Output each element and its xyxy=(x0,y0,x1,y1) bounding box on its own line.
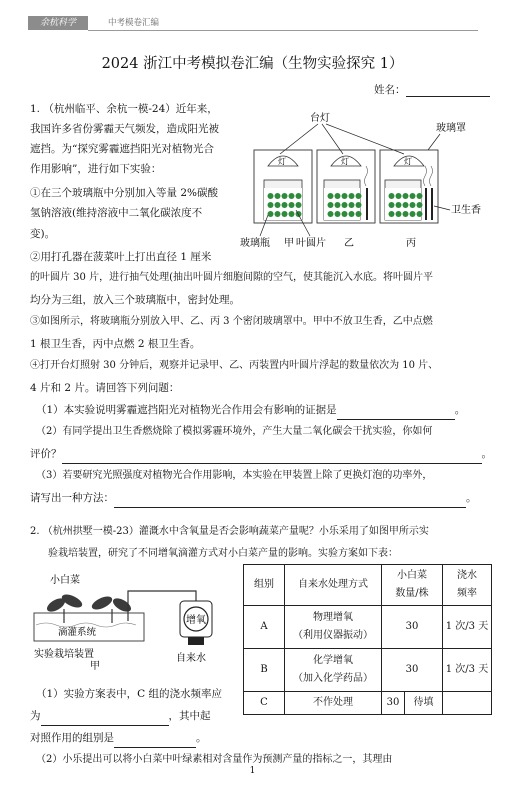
leaf-disc xyxy=(410,202,416,208)
q1-line-12: 1 根卫生香，丙中点燃 2 根卫生香。 xyxy=(30,338,201,350)
q1-sub3a: （3）若要研究光照强度对植物光合作用影响，本实验在甲装置上除了更换灯泡的功率外， xyxy=(36,470,433,481)
q2-plan-table xyxy=(243,564,492,715)
q1-line-4: 作用影响”，进行如下实验： xyxy=(30,163,162,175)
jar-label-bing: 丙 xyxy=(406,238,416,249)
q1-sub1 xyxy=(36,400,465,420)
bottle-label: 玻璃瓶 xyxy=(240,238,270,249)
leaf-disc xyxy=(275,211,281,217)
q1-experiment-diagram xyxy=(240,110,495,250)
leaf-disc xyxy=(275,193,281,199)
plant-label: 小白菜 xyxy=(50,575,80,586)
page-title: 2024 浙江中考模拟卷汇编（生物实验探究 1） xyxy=(101,56,404,72)
table-cell-count: 30 xyxy=(382,692,405,714)
leaf-disc xyxy=(389,211,395,217)
lamp-text-yi: 灯 xyxy=(341,157,349,166)
q2-line-1: 2. （杭州拱墅一模-23）灌溉水中含氧量是否会影响蔬菜产量呢？小乐采用了如图甲所示实 xyxy=(30,526,429,537)
table-header: 组别 xyxy=(244,565,285,606)
table-cell-group: B xyxy=(244,649,285,692)
leaf-disc xyxy=(335,202,341,208)
q1-sub2b xyxy=(30,444,492,464)
leaf-disc xyxy=(356,211,362,217)
leaf-disc xyxy=(328,193,334,199)
leaf-disc xyxy=(289,211,295,217)
q1-line-2: 我国许多省份雾霾天气频发，造成阳光被 xyxy=(30,123,219,135)
leaf-disc xyxy=(282,211,288,217)
page-header xyxy=(28,16,478,32)
jar-label-jia: 甲 xyxy=(284,238,294,249)
table-row xyxy=(244,692,492,715)
table-cell-count: 30 xyxy=(382,606,443,649)
table-cell-freq: 1 次/3 天 xyxy=(443,606,492,649)
q2-sub1c-text: 对照作用的组别是 xyxy=(30,732,114,744)
leaf-disc xyxy=(349,211,355,217)
leaf-disc xyxy=(349,202,355,208)
leaf-disc xyxy=(342,202,348,208)
page-number: 1 xyxy=(249,766,256,776)
q1-line-6: 氢钠溶液(维持溶液中二氧化碳浓度不 xyxy=(30,207,203,219)
q1-sub3b-text: 请写出一种方法： xyxy=(30,492,114,504)
lamp-text-bing: 灯 xyxy=(404,157,412,166)
q1-line-11: ③如图所示，将玻璃瓶分别放入甲、乙、丙 3 个密闭玻璃罩中。甲中不放卫生香，乙中点燃 xyxy=(30,316,433,327)
header-divider xyxy=(88,30,478,31)
leaf-label: 叶圆片 xyxy=(296,238,326,249)
leaf-disc xyxy=(335,193,341,199)
q1-sub2-blank[interactable] xyxy=(62,451,482,464)
q1-sub3-blank[interactable] xyxy=(114,495,466,508)
leaf-disc xyxy=(389,193,395,199)
jia-label: 甲 xyxy=(90,661,100,670)
leaf-disc xyxy=(275,202,281,208)
leaf-disc xyxy=(335,211,341,217)
leaf-disc xyxy=(356,202,362,208)
jar-bing xyxy=(380,150,438,223)
q2-cultivation-diagram xyxy=(28,565,238,670)
q1-sub3b xyxy=(30,488,477,508)
name-blank[interactable] xyxy=(406,86,490,97)
q1-line-3: 遮挡。为“探究雾霾遮挡阳光对植物光合 xyxy=(30,143,214,155)
cover-label: 玻璃罩 xyxy=(436,123,466,134)
table-cell-group: C xyxy=(244,692,285,715)
leaf-disc xyxy=(268,193,274,199)
leaf-disc xyxy=(296,202,302,208)
leaf-disc xyxy=(410,211,416,217)
drip-label: 滴灌系统 xyxy=(58,627,97,638)
q1-line-10: 均分为三组，放入三个玻璃瓶中，密封处理。 xyxy=(30,294,240,306)
leaf-disc xyxy=(417,211,423,217)
leaf-disc xyxy=(289,202,295,208)
leaf-discs xyxy=(268,193,423,217)
table-header: 自来水处理方式 xyxy=(285,565,382,606)
q1-line-14: 4 片和 2 片。请回答下列问题： xyxy=(30,382,180,394)
jar-label-yi: 乙 xyxy=(344,238,354,249)
table-cell-method: 不作处理 xyxy=(285,692,382,715)
leaf-disc xyxy=(403,202,409,208)
table-cell-freq: 1 次/3 天 xyxy=(443,649,492,692)
q2-sub1c xyxy=(30,728,207,748)
q2-sub1c-period: 。 xyxy=(196,732,207,744)
logo: 余杭科学 xyxy=(28,16,88,30)
q1-sub2a: （2）有同学提出卫生香燃烧除了模拟雾霾环境外，产生大量二氧化碳会干扰实验，你如何 xyxy=(36,426,433,437)
q2-sub1-control-blank[interactable] xyxy=(114,735,196,748)
q1-sub1-period: 。 xyxy=(454,404,466,416)
table-cell-method: 物理增氧 （利用仪器振动） xyxy=(285,606,382,649)
leaf-disc xyxy=(389,202,395,208)
table-header-row xyxy=(244,565,492,606)
q1-line-5: ①在三个玻璃瓶中分别加入等量 2%碳酸 xyxy=(30,187,218,199)
q2-sub1-freq-blank[interactable] xyxy=(41,713,169,726)
leaf-disc xyxy=(296,193,302,199)
leaf-disc xyxy=(268,211,274,217)
q1-sub2b-text: 评价？ xyxy=(30,448,62,460)
leaf-disc xyxy=(417,202,423,208)
lamp-text-jia: 灯 xyxy=(278,157,286,166)
leaf-disc xyxy=(328,211,334,217)
name-field xyxy=(374,82,490,97)
q1-sub1-text: （1）本实验说明雾霾遮挡阳光对植物光合作用会有影响的证据是 xyxy=(36,404,337,416)
leaf-disc xyxy=(356,193,362,199)
table-cell-empty xyxy=(443,692,492,715)
table-row xyxy=(244,606,492,649)
leaf-disc xyxy=(417,193,423,199)
q2-sub1b-post: ，其中起 xyxy=(168,710,211,722)
q1-line-9: 的叶圆片 30 片，进行抽气处理(抽出叶圆片细胞间隙的空气，使其能沉入水底。将叶圆片平 xyxy=(30,272,433,283)
table-header: 小白菜 数量/株 xyxy=(382,565,443,606)
table-header: 浇水 频率 xyxy=(443,565,492,606)
device-label: 实验栽培装置 xyxy=(34,649,94,660)
name-label: 姓名： xyxy=(374,84,406,96)
lamp-label: 台灯 xyxy=(310,113,330,124)
q1-line-13: ④打开台灯照射 30 分钟后，观察并记录甲、乙、丙装置内叶圆片浮起的数量依次为 10 片、 xyxy=(30,360,439,371)
leaf-disc xyxy=(396,193,402,199)
q2-sub1a: （1）实验方案表中，C 组的浇水频率应 xyxy=(36,688,223,700)
leaf-disc xyxy=(410,193,416,199)
leaf-disc xyxy=(403,211,409,217)
leaf-disc xyxy=(268,202,274,208)
leaf-disc xyxy=(342,211,348,217)
q1-line-8: ②用打孔器在菠菜叶上打出直径 1 厘米 xyxy=(30,251,212,263)
table-cell-count-split xyxy=(382,692,443,715)
q1-line-7: 变)。 xyxy=(30,228,56,240)
header-subtitle: 中考模卷汇编 xyxy=(108,18,160,28)
table-cell-method: 化学增氧 （加入化学药品） xyxy=(285,649,382,692)
q1-sub2b-period: 。 xyxy=(481,448,492,460)
leaf-disc xyxy=(342,193,348,199)
table-cell-count: 30 xyxy=(382,649,443,692)
q2-sub1b xyxy=(30,706,211,726)
q1-line-1: 1. （杭州临平、余杭一模-24）近年来， xyxy=(30,103,218,115)
q1-sub1-blank[interactable] xyxy=(337,407,455,420)
table-cell-group: A xyxy=(244,606,285,649)
water-label: 自来水 xyxy=(176,653,206,664)
q1-sub3b-period: 。 xyxy=(466,492,477,504)
leaf-disc xyxy=(396,202,402,208)
table-row xyxy=(244,649,492,692)
leaf-disc xyxy=(328,202,334,208)
leaf-disc xyxy=(349,193,355,199)
leaf-disc xyxy=(403,193,409,199)
incense-label: 卫生香 xyxy=(451,205,481,216)
leaf-disc xyxy=(282,193,288,199)
leaf-disc xyxy=(289,193,295,199)
leaf-disc xyxy=(396,211,402,217)
oxygen-label: 增氧 xyxy=(186,615,206,626)
q2-sub1b-pre: 为 xyxy=(30,710,41,722)
q2-line-2: 验栽培装置，研究了不同增氧滴灌方式对小白菜产量的影响。实验方案如下表： xyxy=(48,548,398,559)
leaf-disc xyxy=(282,202,288,208)
q2-sub2: （2）小乐提出可以将小白菜中叶绿素相对含量作为预测产量的指标之一，其理由 xyxy=(36,754,393,765)
table-cell-freq-pending: 待填 xyxy=(413,697,434,708)
